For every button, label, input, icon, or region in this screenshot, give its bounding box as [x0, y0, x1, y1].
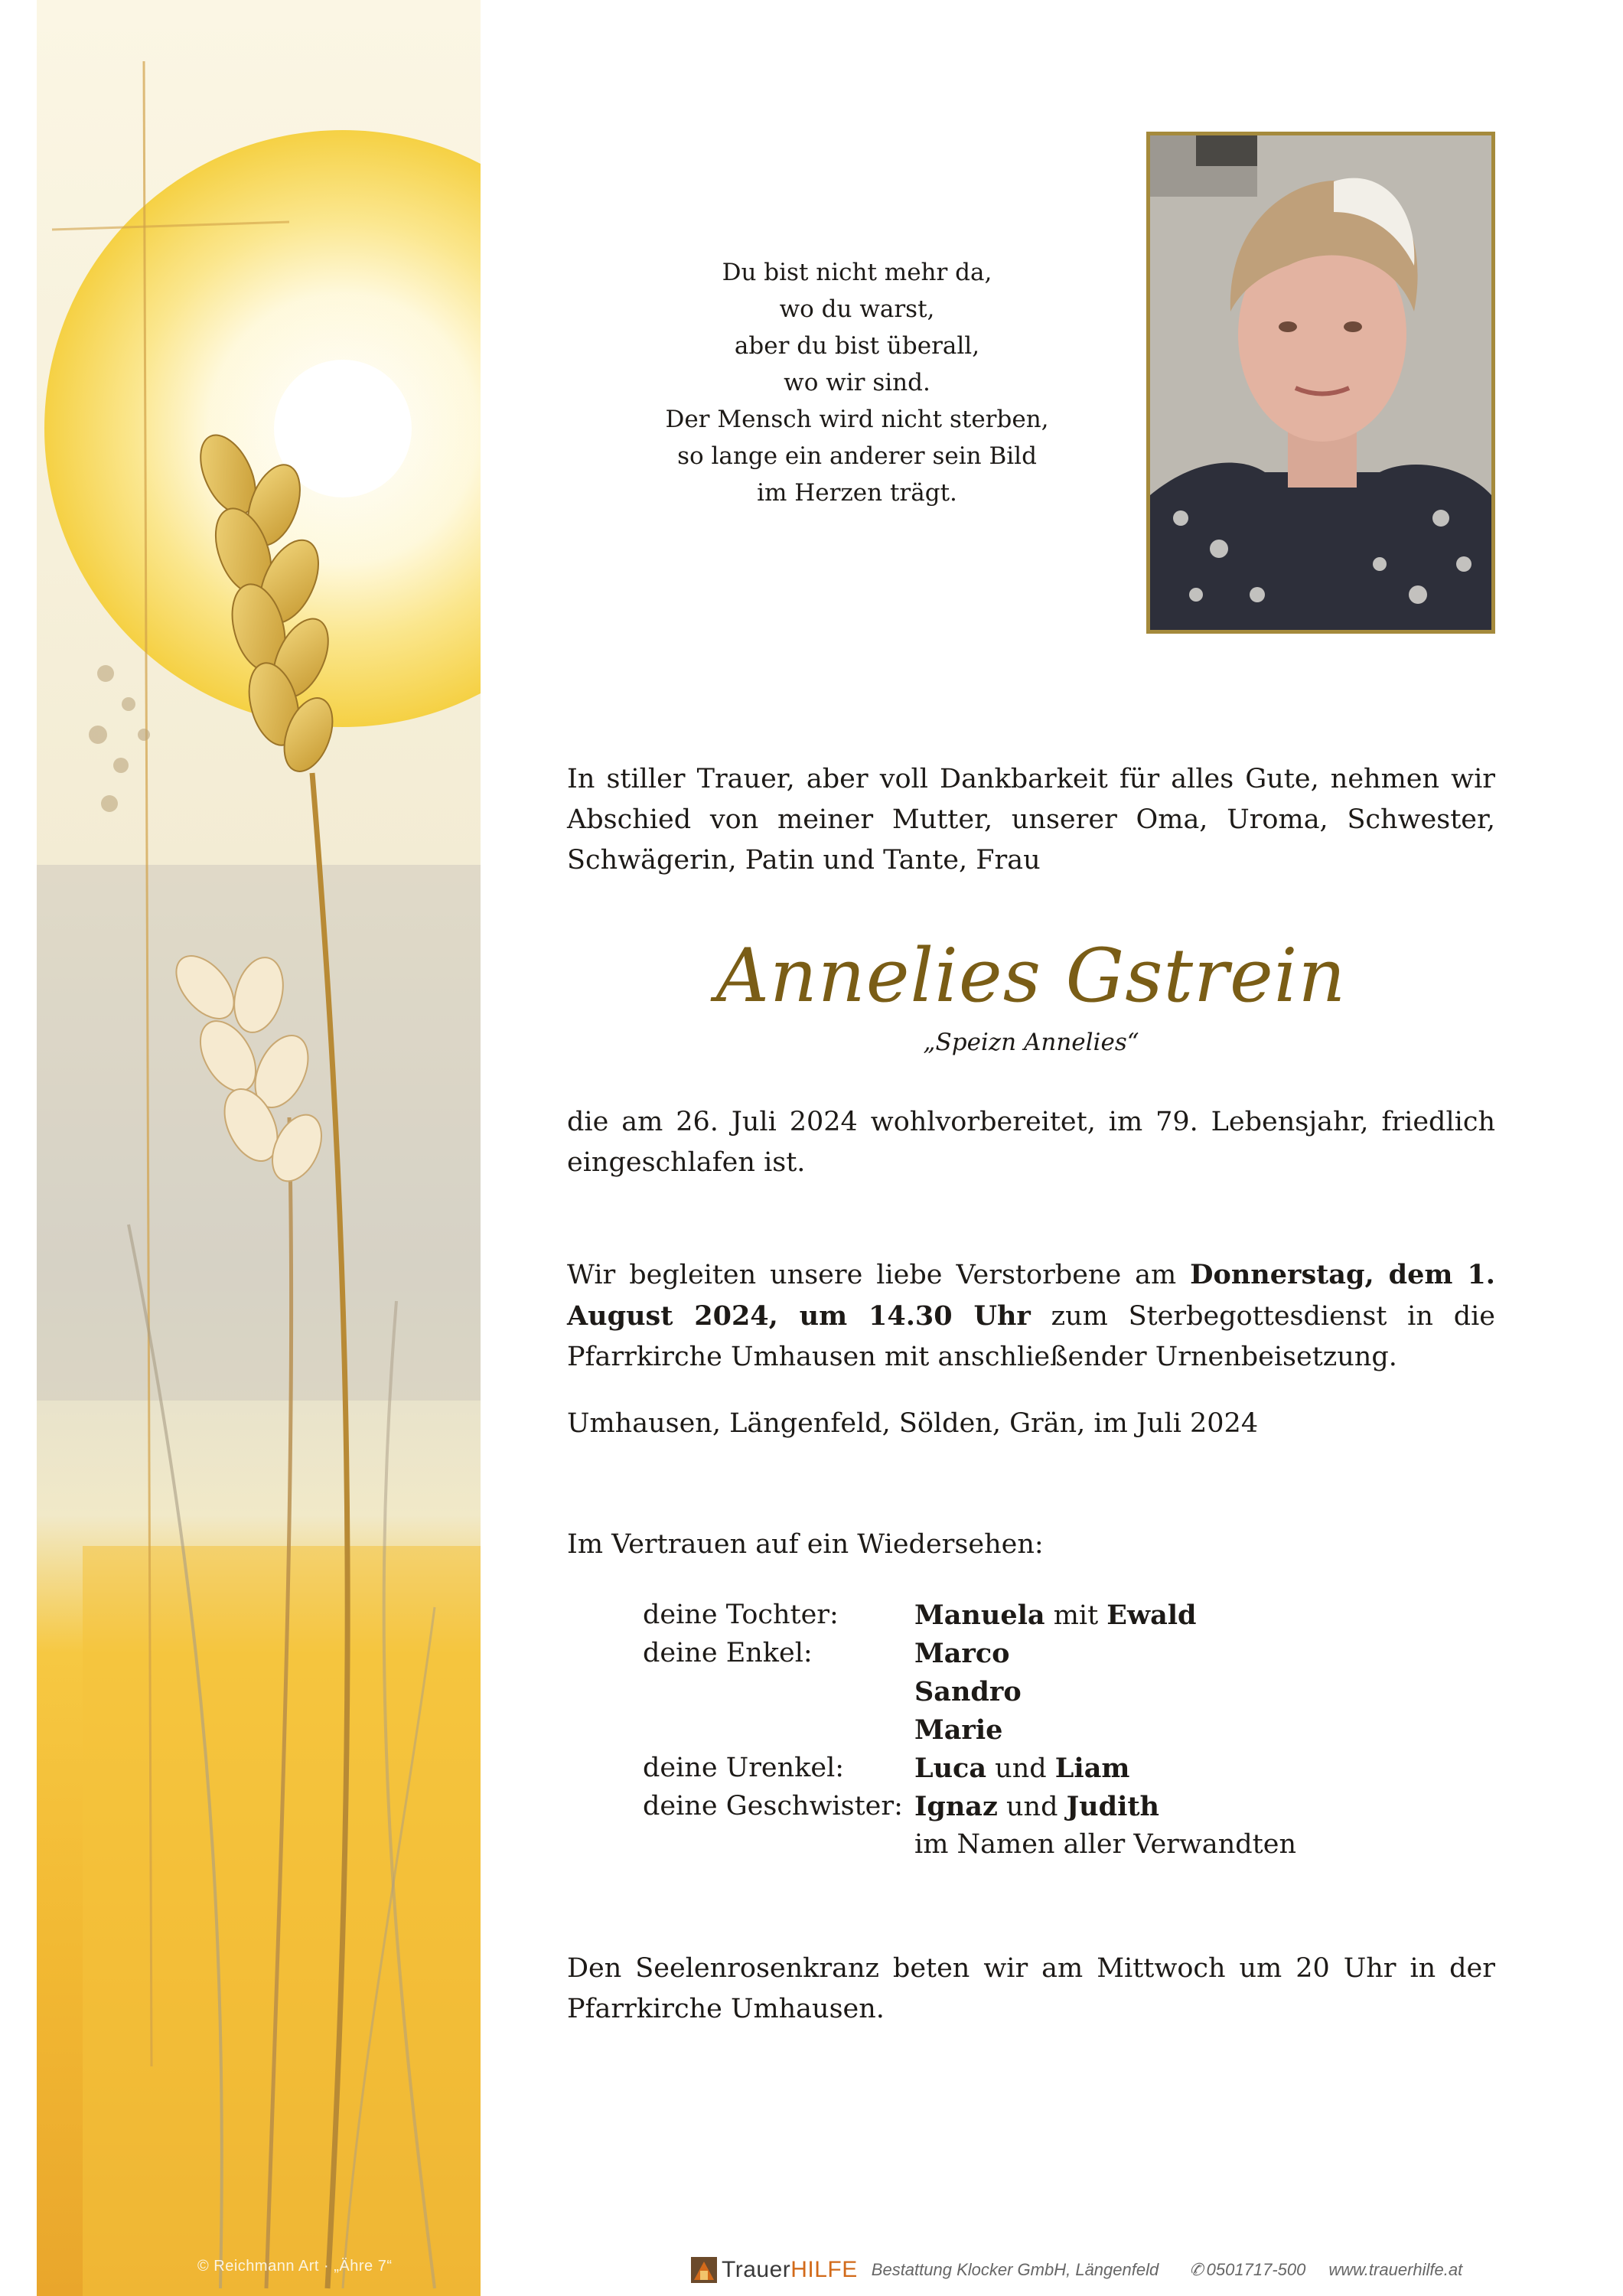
trust-line: Im Vertrauen auf ein Wiedersehen:	[567, 1529, 1044, 1560]
relative-connector: mit	[1045, 1600, 1107, 1631]
rosary-text: Den Seelenrosenkranz beten wir am Mittwoch um 20 Uhr in der Pfarrkirche Umhausen.	[567, 1953, 1495, 2024]
footer-phone-number: 0501717-500	[1206, 2260, 1306, 2279]
relative-label: deine Enkel:	[643, 1638, 813, 1668]
relative-names	[914, 1791, 1296, 1829]
death-notice: die am 26. Juli 2024 wohlvorbereitet, im 79. Lebensjahr, friedlich eingeschlafen ist.	[567, 1107, 1495, 1178]
relative-name: Marie	[914, 1714, 1003, 1746]
poem-line: wo wir sind.	[784, 369, 930, 396]
footer-website-link[interactable]: www.trauerhilfe.at	[1328, 2260, 1463, 2279]
poem-line: im Herzen trägt.	[757, 479, 957, 507]
relative-label	[643, 1714, 914, 1753]
place-date: Umhausen, Längenfeld, Sölden, Grän, im Juli 2024	[567, 1408, 1259, 1439]
relative-name: Liam	[1054, 1753, 1130, 1784]
relative-name: Luca	[914, 1753, 987, 1784]
poem-line: Der Mensch wird nicht sterben,	[665, 406, 1049, 433]
relative-label: deine Tochter:	[643, 1600, 839, 1630]
footer-phone	[1189, 2260, 1305, 2280]
relative-name: Sandro	[914, 1676, 1022, 1707]
relative-names	[914, 1829, 1296, 1867]
relatives-table	[643, 1600, 1296, 1867]
relative-row	[643, 1638, 1296, 1676]
relative-label	[643, 1676, 914, 1714]
relative-connector: und	[986, 1753, 1055, 1784]
wheat-artwork-image	[37, 0, 481, 2296]
relative-connector: und	[997, 1792, 1067, 1822]
relative-row	[643, 1676, 1296, 1714]
relative-row	[643, 1829, 1296, 1867]
phone-icon: ✆	[1189, 2260, 1204, 2279]
relative-names	[914, 1638, 1296, 1676]
watercolor-artwork	[37, 0, 481, 2296]
poem	[612, 254, 1102, 511]
funeral-info	[567, 1254, 1495, 1378]
relative-connector: im Namen aller Verwandten	[914, 1829, 1296, 1860]
intro-text: In stiller Trauer, aber voll Dankbarkeit für alles Gute, nehmen wir Abschied von meiner Mutter, unserer Oma, Uroma, Schwester, Schwägerin, Patin und Tante, Frau	[567, 764, 1495, 876]
relative-names	[914, 1753, 1296, 1791]
funeral-date: Donnerstag, dem 1. August 2024, um 14.30 Uhr	[567, 1259, 1495, 1332]
footer-brand-b: HILFE	[790, 2257, 858, 2282]
relative-row	[643, 1791, 1296, 1829]
relative-names	[914, 1714, 1296, 1753]
relative-row	[643, 1714, 1296, 1753]
poem-line: Du bist nicht mehr da,	[722, 259, 992, 286]
trauerhilfe-logo-icon	[691, 2257, 717, 2283]
relative-label: deine Geschwister:	[643, 1791, 903, 1821]
portrait-image	[1150, 135, 1491, 630]
funeral-post: zum Sterbegottesdienst in die Pfarrkirche Umhausen mit anschließender Urnenbeisetzung.	[567, 1301, 1496, 1372]
footer-brand-a: Trauer	[722, 2257, 791, 2282]
deceased-nickname: „Speizn Annelies“	[923, 1029, 1139, 1056]
relative-label	[643, 1829, 914, 1867]
relative-names	[914, 1600, 1296, 1638]
portrait-photo	[1146, 132, 1495, 634]
relative-row	[643, 1600, 1296, 1638]
relative-name: Manuela	[914, 1600, 1045, 1631]
relative-name: Judith	[1066, 1791, 1159, 1822]
footer-company: Bestattung Klocker GmbH, Längenfeld	[871, 2260, 1159, 2279]
deceased-name: Annelies Gstrein	[715, 933, 1347, 1019]
relative-name: Ewald	[1106, 1600, 1197, 1631]
poem-line: so lange ein anderer sein Bild	[677, 442, 1037, 470]
relative-names	[914, 1676, 1296, 1714]
footer-brand	[722, 2257, 858, 2283]
relative-label: deine Urenkel:	[643, 1753, 845, 1783]
footer	[691, 2255, 1462, 2285]
relative-name: Ignaz	[914, 1791, 998, 1822]
relative-row	[643, 1753, 1296, 1791]
funeral-pre: Wir begleiten unsere liebe Verstorbene am	[567, 1260, 1191, 1290]
art-credit: © Reichmann Art · „Ähre 7“	[197, 2258, 393, 2275]
relative-name: Marco	[914, 1638, 1010, 1669]
poem-line: aber du bist überall,	[734, 332, 980, 360]
poem-line: wo du warst,	[779, 295, 935, 323]
